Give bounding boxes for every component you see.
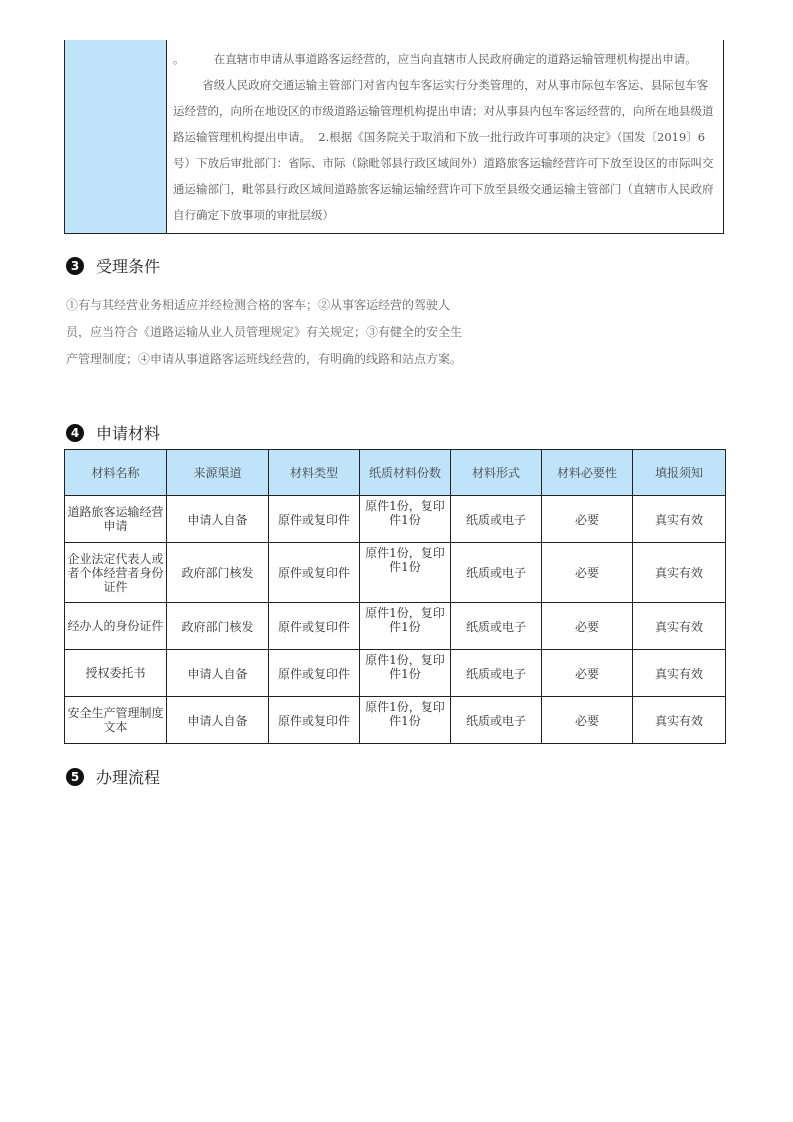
table-cell: 纸质或电子 <box>451 650 542 697</box>
table-cell: 道路旅客运输经营申请 <box>65 496 167 543</box>
table-cell: 真实有效 <box>633 650 726 697</box>
content-paragraph: 。 在直辖市申请从事道路客运经营的，应当向直辖市人民政府确定的道路运输管理机构提出申请。 <box>173 52 697 66</box>
table-cell: 纸质或电子 <box>451 697 542 744</box>
label-cell <box>65 40 167 233</box>
table-cell: 原件1份，复印件1份 <box>360 603 451 650</box>
table-cell: 原件1份，复印件1份 <box>360 543 451 603</box>
table-cell: 必要 <box>542 603 633 650</box>
table-row <box>65 543 726 603</box>
top-table-continuation <box>64 40 724 234</box>
table-cell: 原件或复印件 <box>269 603 360 650</box>
section-heading-process <box>66 765 160 788</box>
section-number-badge: 5 <box>66 768 84 786</box>
table-cell: 原件1份，复印件1份 <box>360 496 451 543</box>
column-header: 来源渠道 <box>167 450 269 496</box>
table-cell: 纸质或电子 <box>451 496 542 543</box>
table-cell: 安全生产管理制度文本 <box>65 697 167 744</box>
table-cell: 必要 <box>542 543 633 603</box>
table-cell: 纸质或电子 <box>451 543 542 603</box>
table-cell: 真实有效 <box>633 496 726 543</box>
column-header: 纸质材料份数 <box>360 450 451 496</box>
table-cell: 真实有效 <box>633 543 726 603</box>
table-cell: 经办人的身份证件 <box>65 603 167 650</box>
table-header-row <box>65 450 726 496</box>
table-cell: 原件或复印件 <box>269 697 360 744</box>
table-cell: 真实有效 <box>633 603 726 650</box>
column-header: 填报须知 <box>633 450 726 496</box>
table-cell: 原件或复印件 <box>269 650 360 697</box>
table-cell: 纸质或电子 <box>451 603 542 650</box>
table-cell: 授权委托书 <box>65 650 167 697</box>
table-cell: 原件或复印件 <box>269 496 360 543</box>
table-cell: 必要 <box>542 650 633 697</box>
section-title: 申请材料 <box>96 424 161 443</box>
table-cell: 必要 <box>542 496 633 543</box>
table-cell: 原件1份，复印件1份 <box>360 697 451 744</box>
column-header: 材料形式 <box>451 450 542 496</box>
table-cell: 申请人自备 <box>167 650 269 697</box>
table-cell: 企业法定代表人或者个体经营者身份证件 <box>65 543 167 603</box>
content-paragraph: 省级人民政府交通运输主管部门对省内包车客运实行分类管理的，对从事市际包车客运、县际包车客运经营的，向所在地设区的市级道路运输管理机构提出申请；对从事县内包车客运经营的，向所在地县级道路运输管理机构提出申请。 2.根据《国务院关于取消和下放一批行政许可事项的决定》（国发〔2019〕6号）下放后审批部门：省际、市际（除毗邻县行政区域间外）道路旅客运输经营许可下放至设区的市际叫交通运输部门，毗邻县行政区域间道路旅客运输运输经营许可下放至县级交通运输主管部门（直辖市人民政府自行确定下放事项的审批层级） <box>173 78 714 222</box>
acceptance-conditions-text: ①有与其经营业务相适应并经检测合格的客车；②从事客运经营的驾驶人员，应当符合《道路运输从业人员管理规定》有关规定；③有健全的安全生产管理制度；④申请从事道路客运班线经营的，有明确的线路和站点方案。 <box>66 298 463 366</box>
table-cell: 真实有效 <box>633 697 726 744</box>
table-cell: 申请人自备 <box>167 697 269 744</box>
section-title: 办理流程 <box>96 768 161 787</box>
section-number-badge: 3 <box>66 257 84 275</box>
table-row <box>65 603 726 650</box>
column-header: 材料名称 <box>65 450 167 496</box>
table-cell: 原件或复印件 <box>269 543 360 603</box>
section-title: 受理条件 <box>96 257 161 276</box>
content-cell <box>167 40 723 233</box>
section-heading-materials <box>66 421 160 444</box>
table-row <box>65 650 726 697</box>
column-header: 材料必要性 <box>542 450 633 496</box>
table-row <box>65 496 726 543</box>
section-heading-conditions <box>66 254 160 277</box>
materials-table <box>64 449 726 744</box>
table-cell: 原件1份，复印件1份 <box>360 650 451 697</box>
table-row <box>65 697 726 744</box>
table-cell: 申请人自备 <box>167 496 269 543</box>
column-header: 材料类型 <box>269 450 360 496</box>
table-cell: 政府部门核发 <box>167 543 269 603</box>
table-cell: 必要 <box>542 697 633 744</box>
table-cell: 政府部门核发 <box>167 603 269 650</box>
section-number-badge: 4 <box>66 424 84 442</box>
